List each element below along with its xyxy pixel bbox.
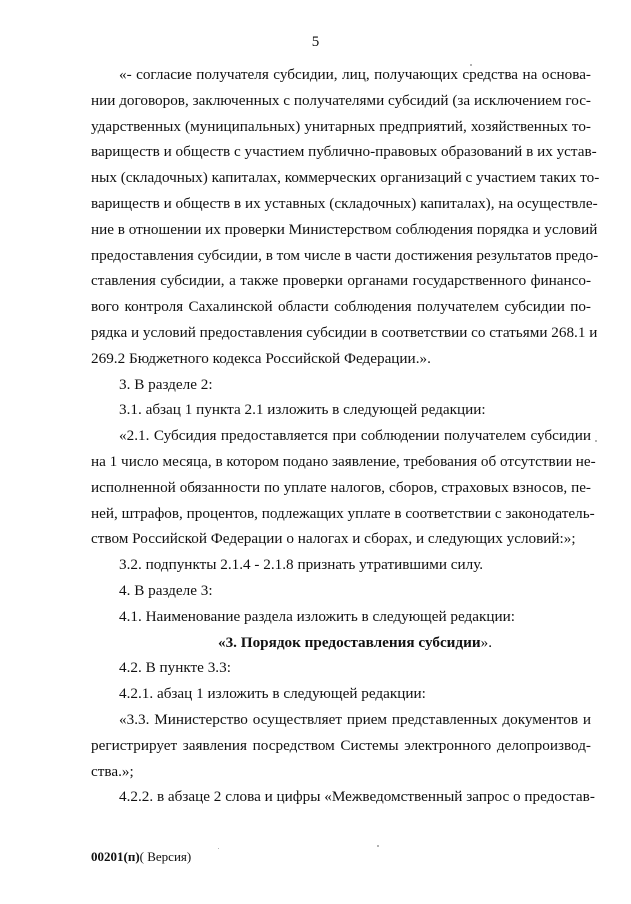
scan-speck bbox=[377, 845, 379, 847]
text-line: предоставления субсидии, в том числе в части достижения результатов предо- bbox=[91, 246, 599, 264]
page-number: 5 bbox=[311, 34, 320, 50]
text-line: 4.1. Наименование раздела изложить в следующей редакции: bbox=[119, 607, 515, 625]
heading-close-quote: ». bbox=[480, 633, 493, 651]
document-body bbox=[91, 62, 600, 810]
text-line: 4.2.2. в абзаце 2 слова и цифры «Межведомственный запрос о предостав- bbox=[119, 788, 595, 806]
text-line: исполненной обязанности по уплате налогов, сборов, страховых взносов, пе- bbox=[91, 478, 591, 496]
text-line: вариществ и обществ с участием публично-правовых образований в их устав- bbox=[91, 143, 597, 161]
text-line: ных (складочных) капиталах, коммерческих организаций с участием таких то- bbox=[91, 169, 600, 187]
text-line: ней, штрафов, процентов, подлежащих уплате в соответствии с законодатель- bbox=[91, 504, 595, 522]
text-line: «2.1. Субсидия предоставляется при соблюдении получателем субсидии bbox=[119, 427, 591, 445]
text-line: «- согласие получателя субсидии, лиц, получающих средства на основа- bbox=[119, 66, 591, 83]
text-line: 4. В разделе 3: bbox=[119, 581, 213, 599]
text-line: 4.2.1. абзац 1 изложить в следующей редакции: bbox=[119, 685, 426, 703]
text-line: 4.2. В пункте 3.3: bbox=[119, 659, 231, 677]
text-line: ние в отношении их проверки Министерством соблюдения порядка и условий bbox=[91, 220, 598, 238]
text-line: ударственных (муниципальных) унитарных предприятий, хозяйственных то- bbox=[91, 117, 591, 135]
text-line: вариществ и обществ в их уставных (складочных) капиталах), на осуществле- bbox=[91, 194, 598, 212]
scan-speck bbox=[595, 440, 597, 442]
text-line: регистрирует заявления посредством Системы электронного делопроизвод- bbox=[91, 736, 591, 754]
scan-speck bbox=[218, 848, 219, 849]
section-heading bbox=[91, 630, 591, 656]
text-line: 3. В разделе 2: bbox=[119, 375, 213, 393]
text-line: 3.2. подпункты 2.1.4 - 2.1.8 признать утратившими силу. bbox=[119, 556, 484, 574]
text-line: «3.3. Министерство осуществляет прием представленных документов и bbox=[119, 710, 591, 728]
heading-title: 3. Порядок предоставления субсидии bbox=[225, 633, 481, 651]
heading-open-quote: « bbox=[217, 633, 226, 651]
text-line: ставления субсидии, а также проверки органами государственного финансо- bbox=[91, 272, 591, 290]
text-line: ства.»; bbox=[91, 762, 134, 780]
text-line: вого контроля Сахалинской области соблюдения получателем субсидии по- bbox=[91, 298, 591, 316]
text-line: нии договоров, заключенных с получателями субсидий (за исключением гос- bbox=[91, 91, 591, 109]
text-line: на 1 число месяца, в котором подано заявление, требования об отсутствии не- bbox=[91, 452, 596, 470]
footer bbox=[91, 849, 191, 865]
text-line: рядка и условий предоставления субсидии в соответствии со статьями 268.1 и bbox=[91, 323, 598, 341]
footer-code: 00201(п) bbox=[91, 849, 140, 864]
text-line: 269.2 Бюджетного кодекса Российской Федерации.». bbox=[91, 349, 431, 367]
footer-version: ( Версия) bbox=[139, 849, 192, 864]
scan-speck bbox=[470, 64, 472, 66]
text-line: 3.1. абзац 1 пункта 2.1 изложить в следующей редакции: bbox=[119, 401, 486, 419]
text-line: ством Российской Федерации о налогах и сборах, и следующих условий:»; bbox=[91, 530, 576, 548]
